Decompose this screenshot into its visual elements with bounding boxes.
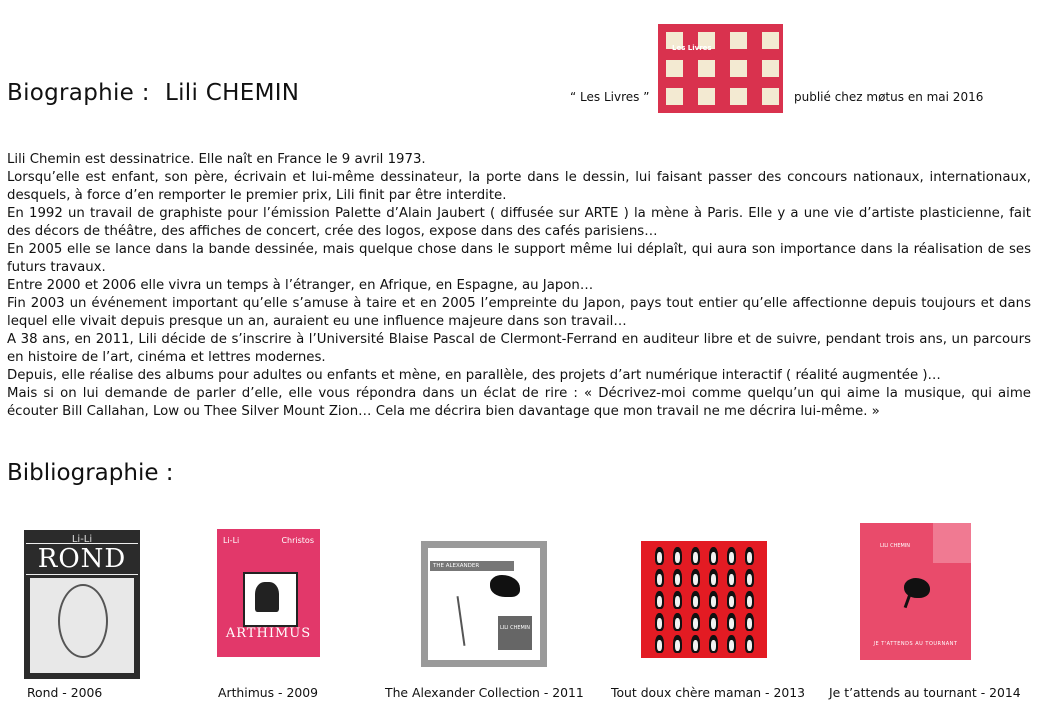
bio-paragraph: Lorsqu’elle est enfant, son père, écrivain et lui-même dessinateur, la porte dans le dessin, lui faisant passer des concours nationaux, internationaux, desquels, à force d’en remporter le premier prix, Lili finit par être interdite. (7, 170, 1031, 203)
cover-penguin-figure (673, 591, 682, 609)
cover-penguin-figure (691, 635, 700, 653)
cover-penguin-figure (691, 569, 700, 587)
cover-penguin-figure (709, 613, 718, 631)
cover-penguin-figure (727, 635, 736, 653)
cover-author-box: LILI CHEMIN (498, 616, 532, 650)
bio-paragraph: Entre 2000 et 2006 elle vivra un temps à l’étranger, en Afrique, en Espagne, au Japon… (7, 278, 594, 293)
bio-paragraph: En 1992 un travail de graphiste pour l’émission Palette d’Alain Jaubert ( diffusée sur ARTE ) la mène à Paris. Elle y a une vie d’artiste plasticienne, fait des décors de théâtre, des affiches de concert, crée des logos, expose dans des cafés parisiens… (7, 206, 1031, 239)
cover-penguin-figure (709, 569, 718, 587)
cover-illustration (490, 575, 520, 597)
bibliography-title: Bibliographie : (7, 460, 174, 486)
cover-penguin-figure (745, 547, 754, 565)
bio-paragraph: Fin 2003 un événement important qu’elle s’amuse à taire et en 2005 l’empreinte du Japon, pays tout entier qu’elle affectionne depuis toujours et dans lequel elle vivait depuis presque un an, auraient eu une influence majeure dans son travail… (7, 296, 1031, 329)
cover-penguin-figure (709, 591, 718, 609)
book-caption[interactable]: Tout doux chère maman - 2013 (611, 685, 805, 700)
book-cover-alexander-collection[interactable] (421, 541, 547, 667)
cover-penguin-figure (655, 613, 664, 631)
book-cover-rond[interactable] (24, 530, 140, 679)
cover-penguin-figure (745, 635, 754, 653)
cover-penguin-figure (673, 613, 682, 631)
cover-penguin-figure (727, 591, 736, 609)
cover-penguin-figure (655, 547, 664, 565)
cover-penguin-figure (691, 547, 700, 565)
cover-penguin-figure (745, 591, 754, 609)
cover-author: Li-Li (223, 536, 240, 545)
cover-author: Li-Li (71, 534, 93, 545)
bio-paragraph: A 38 ans, en 2011, Lili décide de s’inscrire à l’Université Blaise Pascal de Clermont-Ferrand en auditeur libre et de suivre, pendant trois ans, un parcours en histoire de l’art, cinéma et lettres modernes. (7, 332, 1031, 365)
book-caption[interactable]: Arthimus - 2009 (218, 685, 318, 700)
book-caption[interactable]: Je t’attends au tournant - 2014 (829, 685, 1021, 700)
cover-corner-block (933, 523, 971, 563)
cover-penguin-figure (727, 613, 736, 631)
cover-penguin-figure (673, 635, 682, 653)
cover-title: ROND (26, 543, 138, 575)
cover-penguin-figure (691, 591, 700, 609)
cover-penguin-figure (673, 569, 682, 587)
cover-penguin-figure (727, 569, 736, 587)
cover-penguin-figure (655, 569, 664, 587)
cover-illustration (243, 572, 298, 627)
cover-penguin-figure (673, 547, 682, 565)
featured-book (570, 24, 990, 114)
biography-text (7, 151, 1031, 421)
cover-figure (457, 596, 466, 646)
featured-quote: “ Les Livres ” (570, 90, 650, 104)
page-title: Biographie : Lili CHEMIN (7, 80, 300, 106)
cover-penguin-figure (655, 635, 664, 653)
cover-penguin-figure (691, 613, 700, 631)
cover-title: ARTHIMUS (225, 626, 312, 641)
cover-illustration (30, 578, 134, 673)
bio-paragraph: En 2005 elle se lance dans la bande dessinée, mais quelque chose dans le support même lui déplaît, qui aura son importance dans la réalisation de ses futurs travaux. (7, 242, 1031, 275)
cover-penguin-figure (727, 547, 736, 565)
book-caption[interactable]: The Alexander Collection - 2011 (385, 685, 584, 700)
cover-title: JE T'ATTENDS AU TOURNANT (873, 641, 958, 647)
featured-publication: publié chez møtus en mai 2016 (794, 90, 984, 104)
book-cover-je-t-attends[interactable] (860, 523, 971, 660)
book-cover-tout-doux[interactable] (641, 541, 767, 658)
book-cover-arthimus[interactable] (217, 529, 320, 657)
cover-penguin-figure (745, 613, 754, 631)
bio-paragraph: Depuis, elle réalise des albums pour adultes ou enfants et mène, en parallèle, des projets d’art numérique interactif ( réalité augmentée )… (7, 368, 941, 383)
bio-paragraph: Lili Chemin est dessinatrice. Elle naît en France le 9 avril 1973. (7, 152, 426, 167)
featured-cover-image[interactable] (658, 24, 783, 113)
cover-illustration (904, 578, 930, 598)
cover-penguin-figure (655, 591, 664, 609)
featured-cover-label: Les Livres (672, 44, 712, 52)
cover-title-band: THE ALEXANDER COLLECTION (430, 561, 514, 571)
bio-paragraph: Mais si on lui demande de parler d’elle, elle vous répondra dans un éclat de rire : « Décrivez-moi comme quelqu’un qui aime la musique, qui aime écouter Bill Callahan, Low ou Thee Silver Mount Zion… Cela me décrira bien davantage que mon travail ne me décrira lui-même. » (7, 386, 1031, 419)
cover-penguin-figure (709, 547, 718, 565)
cover-author: LILI CHEMIN (880, 543, 911, 549)
book-caption[interactable]: Rond - 2006 (27, 685, 103, 700)
cover-penguin-figure (745, 569, 754, 587)
cover-coauthor: Christos (281, 536, 314, 545)
cover-penguin-figure (709, 635, 718, 653)
